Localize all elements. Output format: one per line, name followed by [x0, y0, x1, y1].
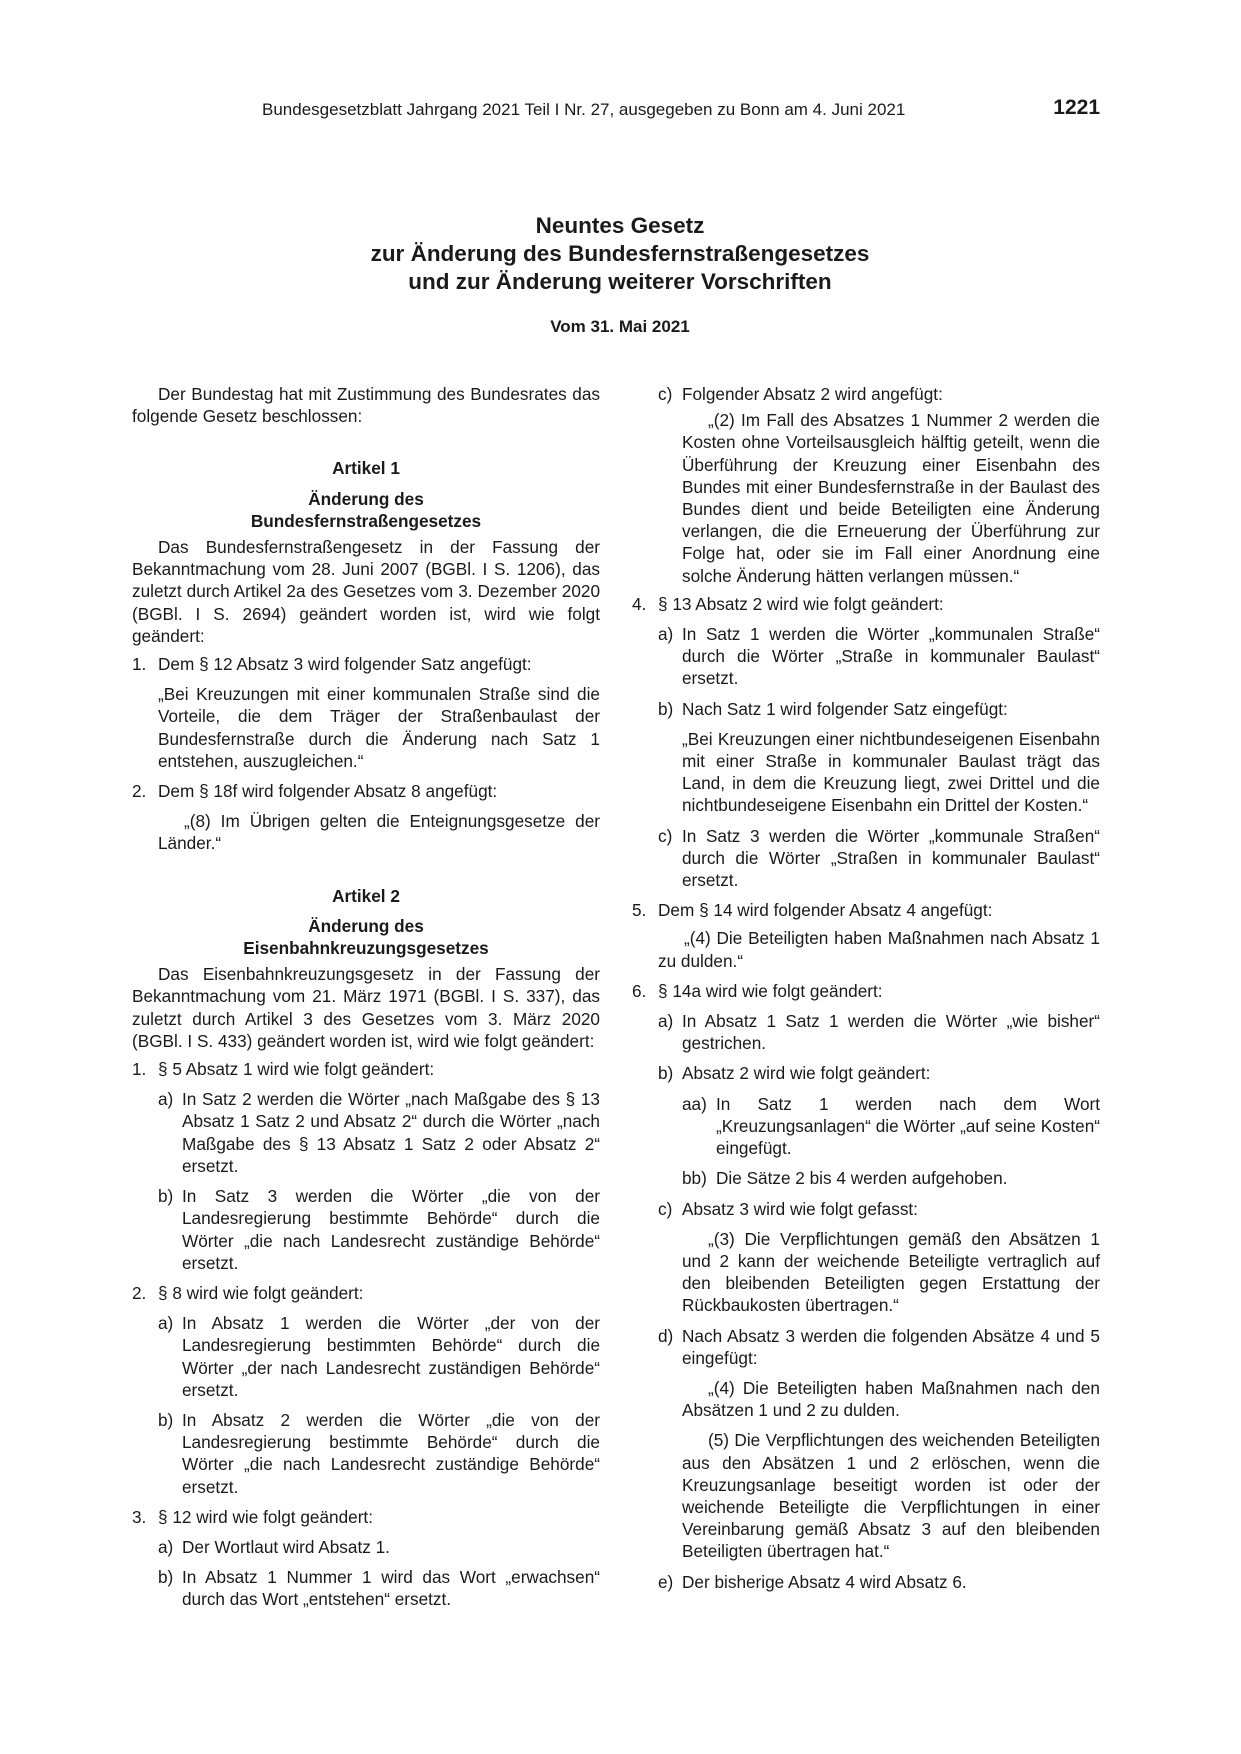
list-subitem — [158, 1088, 600, 1177]
article-1-subtitle-1: Änderung des — [308, 488, 424, 509]
list-item — [132, 1058, 600, 1080]
quoted-text: „(4) Die Beteiligten haben Maßnahmen nach den Absätzen 1 und 2 zu dulden. — [682, 1377, 1100, 1421]
list-subsubitem — [682, 1093, 1100, 1160]
item-letter: b) — [658, 698, 674, 719]
list-subitem — [158, 1566, 600, 1610]
item-text: Dem § 14 wird folgender Absatz 4 angefügt: — [658, 900, 993, 921]
item-text: § 13 Absatz 2 wird wie folgt geändert: — [658, 593, 944, 614]
list-subitem — [658, 698, 1100, 720]
item-text: Dem § 12 Absatz 3 wird folgender Satz angefügt: — [158, 654, 532, 675]
item-text: Der bisherige Absatz 4 wird Absatz 6. — [682, 1571, 967, 1592]
item-text: In Absatz 1 Nummer 1 wird das Wort „erwachsen“ durch das Wort „entstehen“ ersetzt. — [182, 1567, 600, 1610]
item-letter: c) — [658, 384, 673, 404]
item-letter: e) — [658, 1571, 674, 1592]
quoted-text: „(2) Im Fall des Absatzes 1 Nummer 2 werden die Kosten ohne Vorteilsausgleich hälftig geteilt, wenn die Überführung der Kreuzung einer Eisenbahn des Bundes mit einer Bundesfernstraße in der Baulast des Bundes dient und beide Beteiligten eine Änderung verlangen, die die Erneuerung der Überführung zur Folge hat, oder sie im Fall einer Anordnung eine solche Änderung hätten verlangen müssen.“ — [682, 410, 1100, 586]
item-letter: a) — [158, 1313, 174, 1334]
item-number: 4. — [632, 593, 647, 614]
quoted-text: „(4) Die Beteiligten haben Maßnahmen nach Absatz 1 zu dulden.“ — [658, 928, 1100, 971]
item-text: In Satz 1 werden die Wörter „kommunalen Straße“ durch die Wörter „Straße in kommunaler Baulast“ ersetzt. — [682, 624, 1100, 689]
item-text: In Absatz 2 werden die Wörter „die von der Landesregierung bestimmte Behörde“ durch die Wörter „die nach Landesrecht zuständige Behörde“ ersetzt. — [182, 1409, 600, 1497]
item-letter: b) — [158, 1186, 174, 1207]
item-text: § 8 wird wie folgt geändert: — [158, 1282, 364, 1303]
title-line-3: und zur Änderung weiterer Vorschriften — [408, 269, 832, 294]
quoted-text: „(8) Im Übrigen gelten die Enteignungsgesetze der Länder.“ — [158, 811, 600, 854]
item-text: Absatz 3 wird wie folgt gefasst: — [682, 1198, 918, 1219]
list-subitem — [158, 1536, 600, 1558]
item-marker: aa) — [682, 1093, 707, 1114]
item-number: 3. — [132, 1506, 147, 1527]
item-letter: d) — [658, 1325, 674, 1346]
running-head: Bundesgesetzblatt Jahrgang 2021 Teil I Nr. 27, ausgegeben zu Bonn am 4. Juni 2021 — [262, 100, 906, 119]
title-line-1: Neuntes Gesetz — [535, 213, 705, 238]
item-number: 5. — [632, 900, 647, 921]
item-text: Dem § 18f wird folgender Absatz 8 angefügt: — [158, 781, 498, 802]
article-2-subtitle-2: Eisenbahnkreuzungsgesetzes — [243, 938, 489, 959]
quoted-text: „(3) Die Verpflichtungen gemäß den Absätzen 1 und 2 kann der weichende Beteiligte vertraglich auf den bleibenden Beteiligten gegen Erstattung der Rückbaukosten übertragen.“ — [682, 1228, 1100, 1316]
title-line-2: zur Änderung des Bundesfernstraßengesetzes — [370, 241, 870, 266]
item-text: Absatz 2 wird wie folgt geändert: — [682, 1063, 931, 1084]
item-letter: a) — [158, 1089, 174, 1110]
list-subitem — [158, 1312, 600, 1401]
list-subitem — [158, 1409, 600, 1498]
item-text: In Absatz 1 Satz 1 werden die Wörter „wie bisher“ gestrichen. — [682, 1011, 1100, 1054]
article-1-heading: Artikel 1 — [332, 458, 400, 479]
right-column — [632, 383, 1100, 1593]
item-text: § 5 Absatz 1 wird wie folgt geändert: — [158, 1059, 435, 1080]
article-2-intro: Das Eisenbahnkreuzungsgesetz in der Fassung der Bekanntmachung vom 21. März 1971 (BGBl. I S. 337), das zuletzt durch Artikel 3 des Gesetzes vom 3. März 2020 (BGBl. I S. 433) geändert worden ist, wird wie folgt geändert: — [132, 964, 600, 1051]
item-letter: a) — [658, 624, 674, 645]
item-text: Folgender Absatz 2 wird angefügt: — [682, 384, 943, 404]
list-item — [132, 653, 600, 675]
list-subitem — [158, 1185, 600, 1274]
item-text: Die Sätze 2 bis 4 werden aufgehoben. — [716, 1168, 1008, 1189]
article-2-heading: Artikel 2 — [332, 885, 400, 906]
item-marker: bb) — [682, 1168, 707, 1189]
item-text: In Absatz 1 werden die Wörter „der von der Landesregierung bestimmten Behörde“ durch die Wörter „der nach Landesrecht zuständigen Behörde“ ersetzt. — [182, 1313, 600, 1400]
item-letter: a) — [158, 1536, 174, 1557]
item-text: Nach Satz 1 wird folgender Satz eingefügt: — [682, 698, 1008, 719]
page-number: 1221 — [1053, 96, 1100, 119]
list-item — [132, 1282, 600, 1304]
list-item — [632, 899, 1100, 921]
list-subitem — [658, 825, 1100, 892]
list-subsubitem — [682, 1167, 1100, 1189]
preamble: Der Bundestag hat mit Zustimmung des Bundesrates das folgende Gesetz beschlossen: — [132, 384, 600, 427]
item-text: In Satz 3 werden die Wörter „die von der Landesregierung bestimmte Behörde“ durch die Wörter „die nach Landesrecht zuständige Behörde“ ersetzt. — [182, 1186, 600, 1273]
list-subitem — [658, 1325, 1100, 1369]
item-text: § 12 wird wie folgt geändert: — [158, 1506, 373, 1527]
item-letter: b) — [658, 1063, 674, 1084]
item-number: 1. — [132, 654, 147, 675]
item-number: 1. — [132, 1059, 147, 1080]
item-text: § 14a wird wie folgt geändert: — [658, 980, 883, 1001]
item-text: In Satz 2 werden die Wörter „nach Maßgabe des § 13 Absatz 1 Satz 2 und Absatz 2“ durch die Wörter „nach Maßgabe des § 13 Absatz 1 Satz 2 oder Absatz 2“ ersetzt. — [182, 1089, 600, 1176]
quoted-text: (5) Die Verpflichtungen des weichenden Beteiligten aus den Absätzen 1 und 2 erlöschen, wenn die Kreuzungsanlage beseitigt worden ist oder der weichende Beteiligte die Verpflichtungen in einer Vereinbarung gemäß Absatz 3 auf den bleibenden Beteiligten übertragen hat.“ — [682, 1430, 1100, 1562]
left-column — [132, 383, 600, 1611]
item-number: 2. — [132, 781, 147, 802]
list-subitem — [658, 1198, 1100, 1220]
article-2-subtitle-1: Änderung des — [308, 915, 424, 936]
item-letter: b) — [158, 1567, 174, 1588]
quoted-text: „Bei Kreuzungen einer nichtbundeseigenen Eisenbahn mit einer Straße in kommunaler Baulast trägt das Land, in dem die Kreuzung liegt, zwei Drittel und die nichtbundeseigene Eisenbahn ein Drittel der Kosten.“ — [682, 728, 1100, 816]
item-text: Nach Absatz 3 werden die folgenden Absätze 4 und 5 eingefügt: — [682, 1325, 1100, 1368]
list-subitem — [658, 1062, 1100, 1084]
item-text: In Satz 3 werden die Wörter „kommunale Straßen“ durch die Wörter „Straßen in kommunaler Baulast“ ersetzt. — [682, 825, 1100, 891]
item-letter: c) — [658, 1198, 673, 1219]
list-item — [132, 780, 600, 802]
quoted-text: „Bei Kreuzungen mit einer kommunalen Straße sind die Vorteile, die dem Träger der Straßenbaulast der Bundesfernstraße durch die Änderung nach Satz 1 entstehen, auszugleichen.“ — [158, 684, 600, 771]
item-text: Der Wortlaut wird Absatz 1. — [182, 1536, 390, 1557]
law-title — [220, 212, 1020, 296]
law-date: Vom 31. Mai 2021 — [550, 317, 690, 336]
item-letter: b) — [158, 1409, 174, 1430]
list-subitem — [658, 1571, 1100, 1593]
list-subitem — [658, 623, 1100, 690]
list-item — [632, 980, 1100, 1002]
item-text: In Satz 1 werden nach dem Wort „Kreuzungsanlagen“ die Wörter „auf seine Kosten“ eingefügt. — [716, 1093, 1100, 1159]
list-item — [132, 1506, 600, 1528]
item-letter: c) — [658, 825, 673, 846]
article-1-intro: Das Bundesfernstraßengesetz in der Fassung der Bekanntmachung vom 28. Juni 2007 (BGBl. I S. 1206), das zuletzt durch Artikel 2a des Gesetzes vom 3. Dezember 2020 (BGBl. I S. 2694) geändert worden ist, wird wie folgt geändert: — [132, 537, 600, 646]
item-letter: a) — [658, 1011, 674, 1032]
list-item — [632, 593, 1100, 615]
item-number: 6. — [632, 980, 647, 1001]
list-subitem — [658, 383, 1100, 405]
article-1-subtitle-2: Bundesfernstraßengesetzes — [250, 510, 482, 531]
list-subitem — [658, 1010, 1100, 1054]
item-number: 2. — [132, 1282, 147, 1303]
